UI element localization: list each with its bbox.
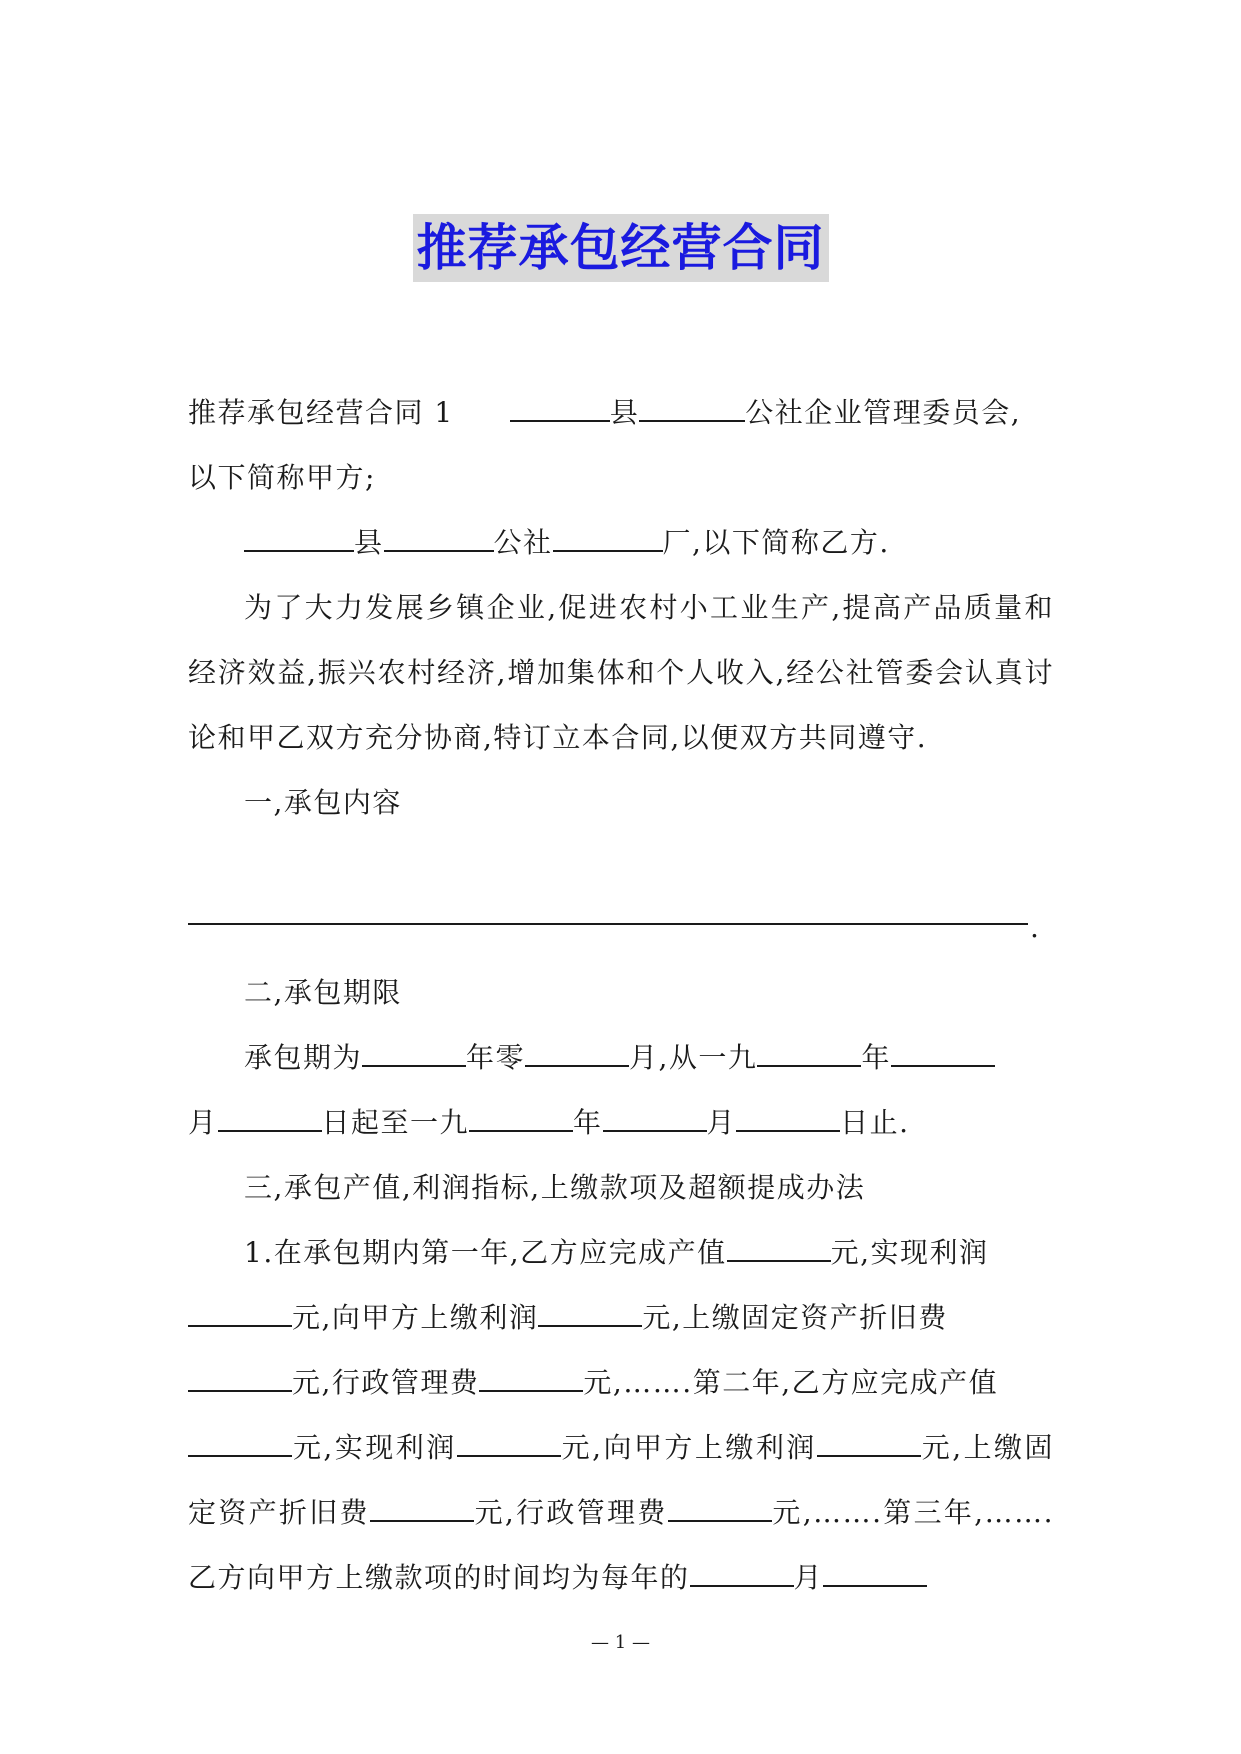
- blank-field: [525, 1041, 629, 1067]
- blank-field: [188, 1366, 292, 1392]
- blank-field: [823, 1561, 927, 1587]
- paragraph-targets: [188, 1220, 1054, 1610]
- section-3-heading: 三,承包产值,利润指标,上缴款项及超额提成办法: [244, 1171, 866, 1204]
- text-admin-fee: 元,行政管理费: [473, 1496, 668, 1529]
- text-month: 月: [188, 1106, 218, 1139]
- section-1-heading: 一,承包内容: [244, 786, 402, 819]
- blank-field: [639, 396, 745, 422]
- text-year-three: 元,…….第三年,…….乙方向甲方上缴款项的时间均为每年的: [188, 1496, 1054, 1594]
- blank-field: [690, 1561, 794, 1587]
- page-number: — 1 —: [591, 1632, 650, 1653]
- text-county: 县: [354, 526, 384, 559]
- text-county: 县: [609, 396, 640, 429]
- blank-field: [479, 1366, 583, 1392]
- text-year-two: 元,…….第二年,乙方应完成产值: [583, 1366, 999, 1399]
- text-years: 年零: [466, 1041, 526, 1074]
- blank-field: [668, 1496, 772, 1522]
- contract-label: 推荐承包经营合同 1: [188, 396, 454, 429]
- text-day-to: 日起至一九: [321, 1106, 470, 1139]
- text-month: 月: [706, 1106, 737, 1139]
- paragraph-party-b: [188, 510, 1054, 575]
- text-months-from: 月,从一九: [629, 1041, 758, 1074]
- long-blank-line: [188, 923, 1028, 925]
- text-month: 月: [793, 1561, 824, 1594]
- line-period: .: [1030, 911, 1041, 944]
- text-profit: 元,实现利润: [292, 1431, 457, 1464]
- text-admin-fee: 元,行政管理费: [292, 1366, 480, 1399]
- blank-field: [553, 526, 663, 552]
- blank-field: [757, 1041, 861, 1067]
- title-wrap: [0, 214, 1241, 282]
- text-remit-profit: 元,向甲方上缴利润: [292, 1301, 539, 1334]
- text-profit: 元,实现利润: [830, 1236, 989, 1269]
- blank-field: [538, 1301, 642, 1327]
- paragraph-party-a: [188, 380, 1054, 510]
- text-org: 公社企业管理委员会,: [745, 396, 1022, 429]
- text-party-b: 厂,以下简称乙方.: [662, 526, 890, 559]
- text-commune: 公社: [493, 526, 553, 559]
- contract-content-line: [188, 895, 1054, 960]
- blank-field: [188, 1431, 292, 1457]
- text-year: 年: [861, 1041, 891, 1074]
- section-2-heading: 二,承包期限: [244, 976, 402, 1009]
- text-party-a: 以下简称甲方;: [188, 461, 376, 494]
- document-body: [188, 380, 1054, 1610]
- blank-field: [244, 526, 354, 552]
- blank-field: [457, 1431, 561, 1457]
- text-depreciation: 元,上缴固定资产折旧费: [642, 1301, 948, 1334]
- text-output: 1.在承包期内第一年,乙方应完成产值: [244, 1236, 727, 1269]
- blank-field: [891, 1041, 995, 1067]
- blank-field: [370, 1496, 474, 1522]
- blank-field: [817, 1431, 921, 1457]
- blank-field: [218, 1106, 322, 1132]
- text-remit-profit: 元,向甲方上缴利润: [560, 1431, 817, 1464]
- paragraph-purpose: 为了大力发展乡镇企业,促进农村小工业生产,提高产品质量和经济效益,振兴农村经济,增加集体和个人收入,经公社管委会认真讨论和甲乙双方充分协商,特订立本合同,以便双方共同遵守.: [188, 591, 1054, 754]
- blank-field: [727, 1236, 831, 1262]
- blank-field: [603, 1106, 707, 1132]
- blank-field: [384, 526, 494, 552]
- text-depreciation: 元,上缴固定资产折旧费: [188, 1431, 1055, 1529]
- paragraph-term: [188, 1025, 1054, 1155]
- blank-field: [362, 1041, 466, 1067]
- blank-field: [469, 1106, 573, 1132]
- text-term: 承包期为: [244, 1041, 363, 1074]
- blank-field: [510, 396, 610, 422]
- document-title: 推荐承包经营合同: [413, 214, 829, 282]
- blank-field: [188, 1301, 292, 1327]
- text-day-end: 日止.: [840, 1106, 910, 1139]
- text-year: 年: [573, 1106, 603, 1139]
- blank-field: [736, 1106, 840, 1132]
